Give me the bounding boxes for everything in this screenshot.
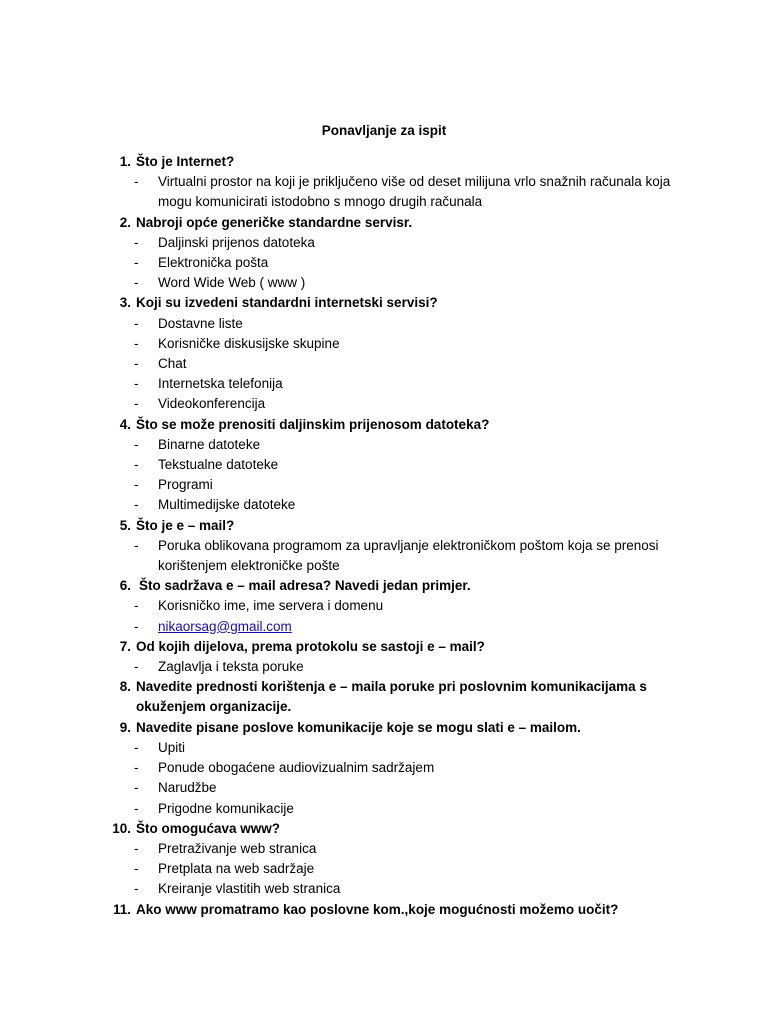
- answer-item: [0, 536, 768, 576]
- answer-text: Ponude obogaćene audiovizualnim sadržajem: [158, 760, 435, 776]
- question-list: [0, 152, 768, 920]
- question-1: [0, 152, 768, 172]
- answer-item: [0, 879, 768, 899]
- question-text: Navedite prednosti korištenja e – maila poruke pri poslovnim komunikacijama s okuženjem organizacije.: [136, 679, 647, 715]
- question-9: [0, 718, 768, 738]
- question-text: Što je e – mail?: [136, 517, 235, 533]
- question-number: 7.: [119, 638, 131, 654]
- question-5: [0, 516, 768, 536]
- answer-item: [0, 495, 768, 515]
- question-number: 2.: [119, 214, 131, 230]
- bullet-dash: -: [134, 396, 139, 412]
- question-number: 10.: [112, 820, 131, 836]
- question-10: [0, 819, 768, 839]
- question-6: [0, 576, 768, 596]
- answer-text: Pretraživanje web stranica: [158, 840, 317, 856]
- answer-text: Korisničko ime, ime servera i domenu: [158, 598, 384, 614]
- answer-text: Upiti: [158, 739, 186, 755]
- bullet-dash: -: [134, 780, 139, 796]
- answer-item: [0, 435, 768, 455]
- answer-text: Prigodne komunikacije: [158, 800, 294, 816]
- answer-item: [0, 657, 768, 677]
- answer-item: [0, 172, 768, 212]
- question-number: 9.: [119, 719, 131, 735]
- answer-item: [0, 394, 768, 414]
- question-text: Što je Internet?: [136, 154, 235, 169]
- answer-text: Kreiranje vlastitih web stranica: [158, 881, 341, 897]
- bullet-dash: -: [134, 537, 139, 553]
- bullet-dash: -: [134, 275, 139, 291]
- answer-item: [0, 839, 768, 859]
- answer-text: Narudžbe: [158, 780, 217, 796]
- answer-text: Binarne datoteke: [158, 436, 261, 452]
- bullet-dash: -: [134, 618, 139, 634]
- question-number: 6.: [119, 578, 131, 594]
- bullet-dash: -: [134, 255, 139, 271]
- bullet-dash: -: [134, 840, 139, 856]
- question-text: Što omogućava www?: [136, 820, 281, 836]
- bullet-dash: -: [134, 861, 139, 877]
- answer-item: [0, 334, 768, 354]
- bullet-dash: -: [134, 659, 139, 675]
- answer-item: [0, 475, 768, 495]
- email-link[interactable]: nikaorsag@gmail.com: [158, 618, 292, 634]
- bullet-dash: -: [134, 335, 139, 351]
- answer-item: [0, 314, 768, 334]
- bullet-dash: -: [134, 356, 139, 372]
- answer-text: Korisničke diskusijske skupine: [158, 335, 340, 351]
- answer-text: Multimedijske datoteke: [158, 497, 296, 513]
- bullet-dash: -: [134, 497, 139, 513]
- question-7: [0, 637, 768, 657]
- bullet-dash: -: [134, 739, 139, 755]
- bullet-dash: -: [134, 234, 139, 250]
- answer-item: [0, 253, 768, 273]
- question-number: 11.: [112, 901, 131, 917]
- answer-text: Virtualni prostor na koji je priključeno više od deset milijuna vrlo snažnih računala koja mogu komunicirati istodobno s mnogo drugih računala: [158, 174, 671, 210]
- bullet-dash: -: [134, 760, 139, 776]
- answer-item: [0, 374, 768, 394]
- question-text: Što sadržava e – mail adresa? Navedi jedan primjer.: [139, 578, 471, 594]
- question-4: [0, 415, 768, 435]
- question-number: 4.: [119, 416, 131, 432]
- bullet-dash: -: [134, 315, 139, 331]
- answer-item: [0, 455, 768, 475]
- bullet-dash: -: [134, 881, 139, 897]
- answer-item: [0, 233, 768, 253]
- question-text: Navedite pisane poslove komunikacije koje se mogu slati e – mailom.: [136, 719, 581, 735]
- answer-item: [0, 799, 768, 819]
- question-11: [0, 900, 768, 920]
- question-number: 3.: [119, 295, 131, 311]
- question-text: Od kojih dijelova, prema protokolu se sastoji e – mail?: [136, 638, 485, 654]
- answer-item: [0, 738, 768, 758]
- answer-item: [0, 617, 768, 637]
- answer-text: Dostavne liste: [158, 315, 243, 331]
- answer-text: Internetska telefonija: [158, 376, 283, 392]
- answer-text: Daljinski prijenos datoteka: [158, 234, 315, 250]
- answer-item: [0, 758, 768, 778]
- answer-text: Pretplata na web sadržaje: [158, 861, 315, 877]
- bullet-dash: -: [134, 477, 139, 493]
- bullet-dash: -: [134, 800, 139, 816]
- answer-text: Word Wide Web ( www ): [158, 275, 306, 291]
- answer-item: [0, 354, 768, 374]
- bullet-dash: -: [134, 174, 139, 190]
- question-3: [0, 293, 768, 313]
- bullet-dash: -: [134, 457, 139, 473]
- question-2: [0, 213, 768, 233]
- question-text: Što se može prenositi daljinskim prijenosom datoteka?: [136, 416, 490, 432]
- bullet-dash: -: [134, 436, 139, 452]
- answer-text: Videokonferencija: [158, 396, 266, 412]
- document-title: Ponavljanje za ispit: [321, 123, 447, 138]
- answer-text: Zaglavlja i teksta poruke: [158, 659, 304, 675]
- bullet-dash: -: [134, 376, 139, 392]
- answer-item: [0, 778, 768, 798]
- answer-text: Tekstualne datoteke: [158, 457, 279, 473]
- answer-text: Chat: [158, 356, 187, 372]
- answer-text: Poruka oblikovana programom za upravljanje elektroničkom poštom koja se prenosi korištenjem elektroničke pošte: [158, 537, 659, 574]
- bullet-dash: -: [134, 598, 139, 614]
- answer-item: [0, 859, 768, 879]
- question-8: [0, 677, 768, 717]
- answer-item: [0, 273, 768, 293]
- question-text: Nabroji opće generičke standardne servisr.: [136, 214, 413, 230]
- question-text: Koji su izvedeni standardni internetski servisi?: [136, 295, 438, 311]
- question-number: 5.: [119, 517, 131, 533]
- answer-text: Elektronička pošta: [158, 255, 269, 271]
- question-text: Ako www promatramo kao poslovne kom.,koje mogućnosti možemo uočit?: [136, 901, 619, 917]
- question-number: 1.: [119, 154, 131, 169]
- question-number: 8.: [119, 679, 131, 695]
- answer-text: Programi: [158, 477, 213, 493]
- answer-item: [0, 596, 768, 616]
